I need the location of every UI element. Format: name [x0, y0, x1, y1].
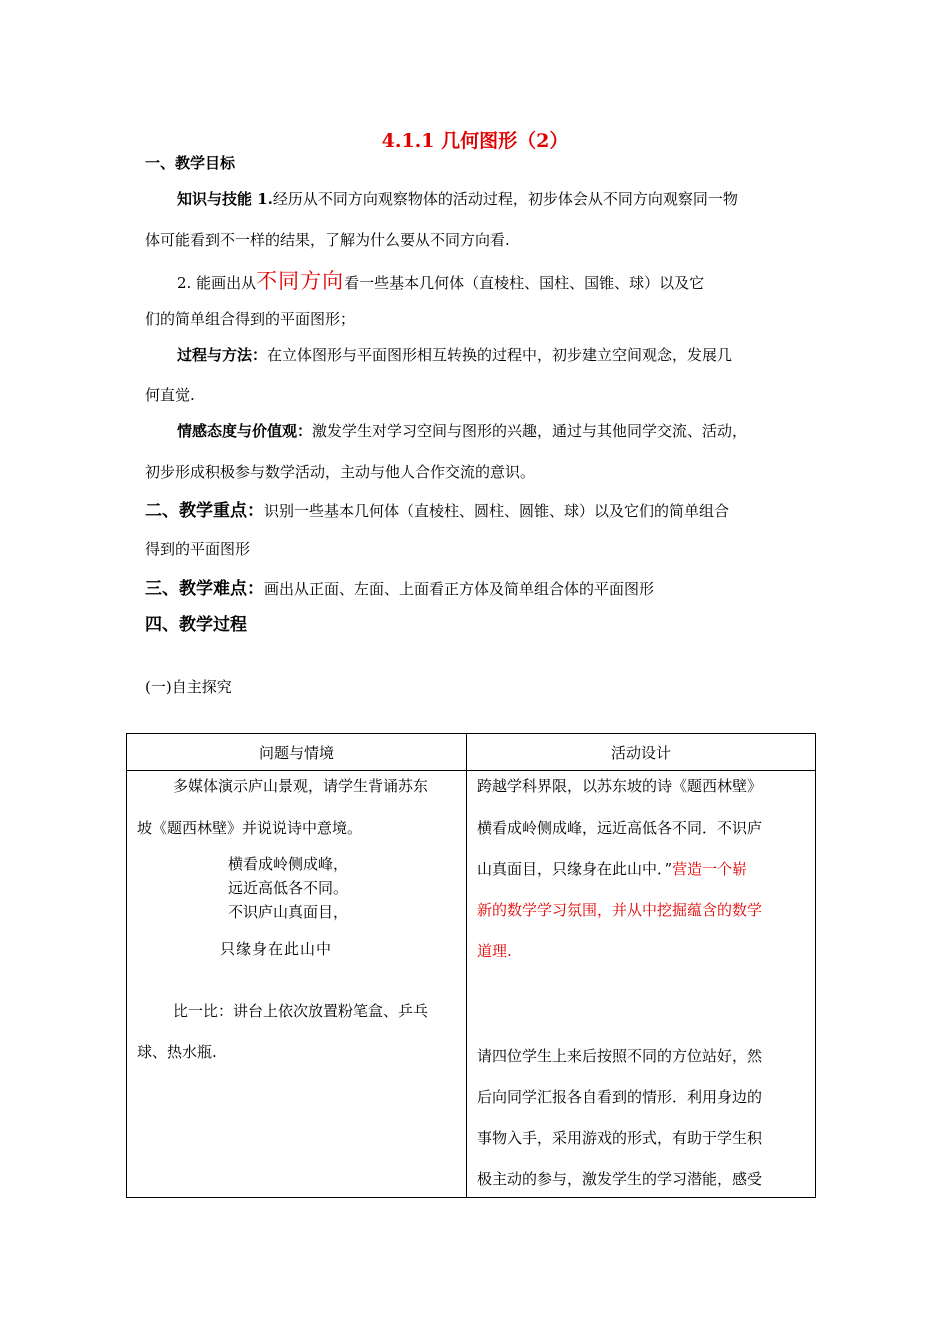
left-p2-line2: 球、热水瓶.: [137, 1043, 217, 1061]
item2-emphasis: 不同方向: [256, 269, 345, 293]
process-method-line1: [177, 344, 857, 365]
key-points-text: 识别一些基本几何体（直棱柱、圆柱、圆锥、球）以及它们的简单组合: [264, 502, 730, 520]
difficulties-text: 画出从正面、左面、上面看正方体及简单组合体的平面图形: [264, 580, 655, 598]
right-line-8: 事物入手，采用游戏的形式，有助于学生积: [477, 1129, 763, 1147]
key-points-line1: [145, 496, 825, 521]
subsection-self-exploration: (一)自主探究: [145, 678, 232, 696]
header-question-scenario: 问题与情境: [127, 734, 467, 771]
table-header-row: [127, 734, 816, 771]
right-line-3-plain: 山真面目，只缘身在此山中．”: [477, 860, 673, 878]
right-line-5: 道理.: [477, 942, 512, 960]
knowledge-skills-label: 知识与技能 1.: [177, 190, 273, 208]
knowledge-skills-line1: [177, 188, 857, 209]
knowledge-item2-line1: [177, 265, 857, 295]
right-line-1: 跨越学科界限，以苏东坡的诗《题西林壁》: [477, 777, 763, 795]
right-line-3: [477, 858, 747, 879]
knowledge-skills-text: 经历从不同方向观察物体的活动过程，初步体会从不同方向观察同一物: [272, 190, 738, 208]
process-method-label: 过程与方法：: [177, 346, 268, 364]
table-row: [127, 771, 816, 1198]
emotion-values-line1: [177, 420, 857, 441]
right-cell: [467, 771, 816, 1198]
document-title: 4.1.1 几何图形（2）: [381, 130, 569, 152]
emotion-values-text: 激发学生对学习空间与图形的兴趣，通过与其他同学交流、活动，: [312, 422, 748, 440]
right-line-2: 横看成岭侧成峰，远近高低各不同．不识庐: [477, 819, 763, 837]
knowledge-item2-line2: 们的简单组合得到的平面图形；: [145, 310, 356, 328]
knowledge-skills-line2: 体可能看到不一样的结果，了解为什么要从不同方向看.: [145, 231, 510, 249]
header-activity-design: 活动设计: [467, 734, 816, 771]
emotion-values-label: 情感态度与价值观：: [177, 422, 313, 440]
section-teaching-process: 四、教学过程: [145, 615, 247, 635]
right-line-9: 极主动的参与，激发学生的学习潜能，感受: [477, 1170, 763, 1188]
left-p1-line1: 多媒体演示庐山景观，请学生背诵苏东: [173, 777, 429, 795]
process-method-line2: 何直觉.: [145, 386, 195, 404]
right-line-6: 请四位学生上来后按照不同的方位站好，然: [477, 1047, 763, 1065]
key-points-line2: 得到的平面图形: [145, 540, 251, 558]
key-points-label: 二、教学重点：: [145, 501, 264, 521]
right-line-7: 后向同学汇报各自看到的情形．利用身边的: [477, 1088, 763, 1106]
process-method-text: 在立体图形与平面图形相互转换的过程中，初步建立空间观念，发展几: [267, 346, 733, 364]
activity-table: [126, 733, 816, 1198]
item2-rest: 看一些基本几何体（直棱柱、国柱、国锥、球）以及它: [344, 274, 705, 292]
poem-line: 不识庐山真面目，: [228, 903, 349, 921]
left-cell: [127, 771, 467, 1198]
section-teaching-goals: 一、教学目标: [145, 154, 236, 172]
emotion-values-line2: 初步形成积极参与数学活动，主动与他人合作交流的意识。: [145, 463, 536, 481]
right-line-3-red: 营造一个崭: [672, 860, 748, 878]
difficulties-label: 三、教学难点：: [145, 579, 264, 599]
item2-prefix: 2. 能画出从: [177, 274, 257, 292]
left-p1-line2: 坡《题西林壁》并说说诗中意境。: [137, 819, 363, 837]
right-line-4: 新的数学学习氛围，并从中挖掘蕴含的数学: [477, 901, 763, 919]
difficulties-line: [145, 574, 825, 599]
poem-line: 只缘身在此山中: [220, 940, 333, 958]
left-p2-line1: 比一比：讲台上依次放置粉笔盒、乒乓: [173, 1002, 429, 1020]
poem-line: 远近高低各不同。: [228, 879, 349, 897]
poem-line: 横看成岭侧成峰，: [228, 855, 349, 873]
